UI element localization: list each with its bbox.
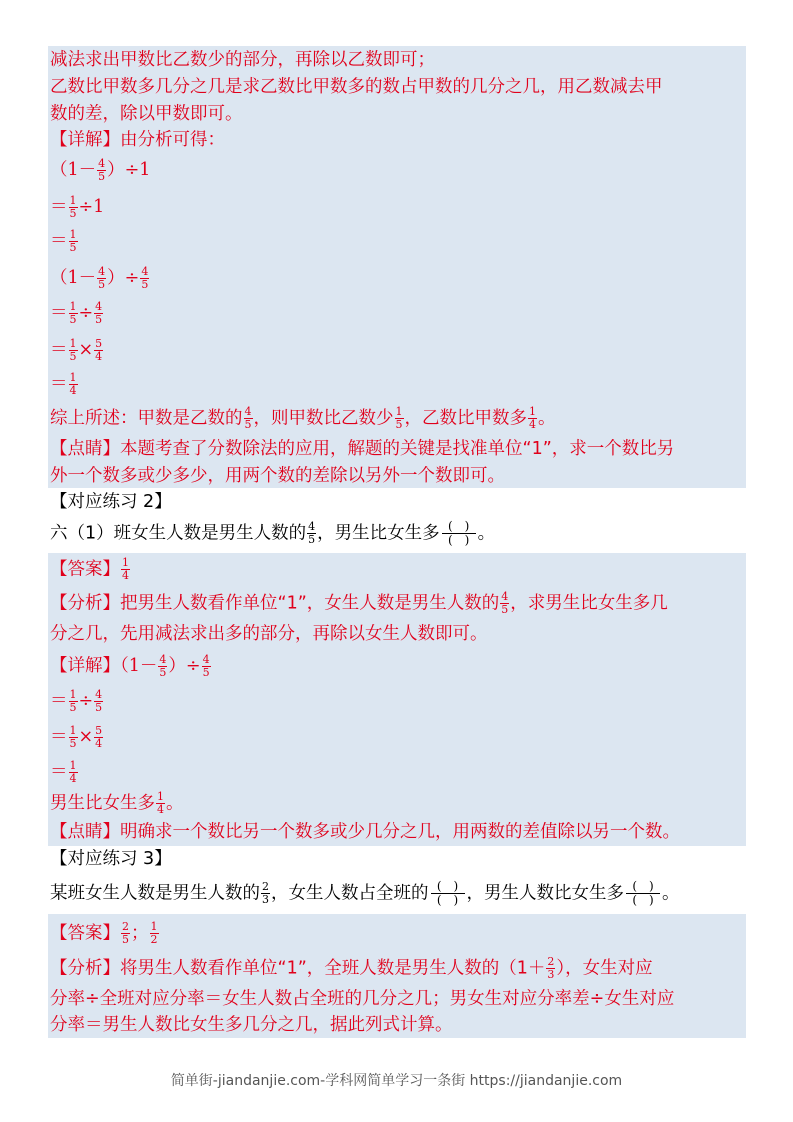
fraction: $\frac{1}{5}$ — [69, 300, 77, 326]
fraction: $\frac{1}{5}$ — [69, 337, 77, 363]
equals: ＝ — [50, 231, 68, 251]
summary-line: 综上所述：甲数是乙数的 $\frac{4}{5}$ ，则甲数比乙数少 $\frac{1}{5}$ ，乙数比甲数多 $\frac{1}{4}$ 。 — [50, 405, 556, 431]
analysis-line: 乙数比甲数多几分之几是求乙数比甲数多的数占甲数的几分之几，用乙数减去甲 — [50, 77, 663, 97]
math-line — [50, 195, 104, 219]
analysis-line: 【分析】将男生人数看作单位“1”，全班人数是男生人数的（1＋ $\frac{2}{3}$ ），女生对应 — [50, 955, 653, 981]
exercise-heading: 【对应练习 3】 — [50, 849, 172, 869]
fraction: $\frac{1}{5}$ — [69, 228, 77, 254]
answer-blank[interactable]: ( ) ( ) — [626, 880, 660, 907]
paren-close: ）÷ — [107, 268, 140, 288]
math-line: ＝ $\frac{1}{5}$ ÷ $\frac{4}{5}$ — [50, 688, 103, 714]
fraction: $\frac{1}{4}$ — [69, 371, 77, 397]
fraction: $\frac{4}{5}$ — [98, 265, 106, 291]
answer-line: 【答案】 $\frac{1}{4}$ — [50, 556, 129, 582]
page-footer: 简单街-jiandanjie.com-学科网简单学习一条街 https://jiandanjie.com — [170, 1073, 623, 1089]
equals: ＝ — [50, 374, 68, 394]
paren-open: （1－ — [50, 268, 97, 288]
math-line: ＝ $\frac{1}{5}$ × $\frac{5}{4}$ — [50, 724, 103, 750]
equals: ＝ — [50, 340, 68, 360]
detail-heading — [50, 128, 225, 152]
equals: ＝ — [50, 197, 68, 217]
math-line — [50, 301, 104, 325]
paren-open: （1－ — [50, 160, 97, 180]
analysis-line: 分之几，先用减法求出多的部分，再除以女生人数即可。 — [50, 624, 488, 644]
detail-text: 由分析可得： — [120, 130, 225, 150]
equals: ＝ — [50, 303, 68, 323]
paren-close: ）÷1 — [107, 160, 151, 180]
fraction: $\frac{4}{5}$ — [141, 265, 149, 291]
math-line: ＝ $\frac{1}{4}$ — [50, 759, 77, 785]
point-line: 外一个数多或少多少，用两个数的差除以另外一个数即可。 — [50, 466, 505, 486]
fraction: $\frac{5}{4}$ — [95, 337, 103, 363]
analysis-line: 【分析】把男生人数看作单位“1”，女生人数是男生人数的 $\frac{4}{5}$ ，求男生比女生多几 — [50, 590, 668, 616]
answer-blank[interactable]: ( ) ( ) — [442, 520, 476, 547]
analysis-line: 减法求出甲数比乙数少的部分，再除以乙数即可； — [50, 50, 435, 70]
analysis-line: 数的差，除以甲数即可。 — [50, 104, 243, 124]
answer-blank[interactable]: ( ) ( ) — [431, 880, 465, 907]
analysis-line: 分率＝男生人数比女生多几分之几，据此列式计算。 — [50, 1015, 453, 1035]
question-line: 某班女生人数是男生人数的 $\frac{2}{3}$ ，女生人数占全班的 ( ) ( ) ，男生人数比女生多 ( ) ( ) 。 — [50, 879, 680, 907]
math-line — [50, 372, 79, 396]
answer-line: 【答案】 $\frac{2}{5}$ ； $\frac{1}{2}$ — [50, 920, 158, 946]
analysis-line: 分率÷全班对应分率＝女生人数占全班的几分之几；男女生对应分率差÷女生对应 — [50, 989, 675, 1009]
exercise-heading: 【对应练习 2】 — [50, 492, 172, 512]
fraction: $\frac{4}{5}$ — [98, 157, 106, 183]
math-line — [50, 338, 104, 362]
fraction: $\frac{4}{5}$ — [95, 300, 103, 326]
point-line: 【点睛】本题考查了分数除法的应用，解题的关键是找准单位“1”，求一个数比另 — [50, 439, 675, 459]
detail-line: 【详解】（1－ $\frac{4}{5}$ ）÷ $\frac{4}{5}$ — [50, 653, 210, 679]
question-line: 六（1）班女生人数是男生人数的 $\frac{4}{5}$ ，男生比女生多 ( ) ( ) 。 — [50, 519, 496, 547]
divide: ÷ — [78, 303, 94, 323]
math-line — [50, 229, 79, 253]
detail-label: 【详解】 — [50, 130, 120, 150]
times: × — [78, 340, 94, 360]
result-line: 男生比女生多 $\frac{1}{4}$ 。 — [50, 790, 184, 816]
math-line — [50, 266, 150, 290]
point-label: 【点睛】 — [50, 439, 120, 459]
math-line — [50, 158, 150, 182]
point-line: 【点睛】明确求一个数比另一个数多或少几分之几，用两数的差值除以另一个数。 — [50, 822, 680, 842]
divide: ÷1 — [78, 197, 105, 217]
fraction: $\frac{1}{5}$ — [69, 194, 77, 220]
